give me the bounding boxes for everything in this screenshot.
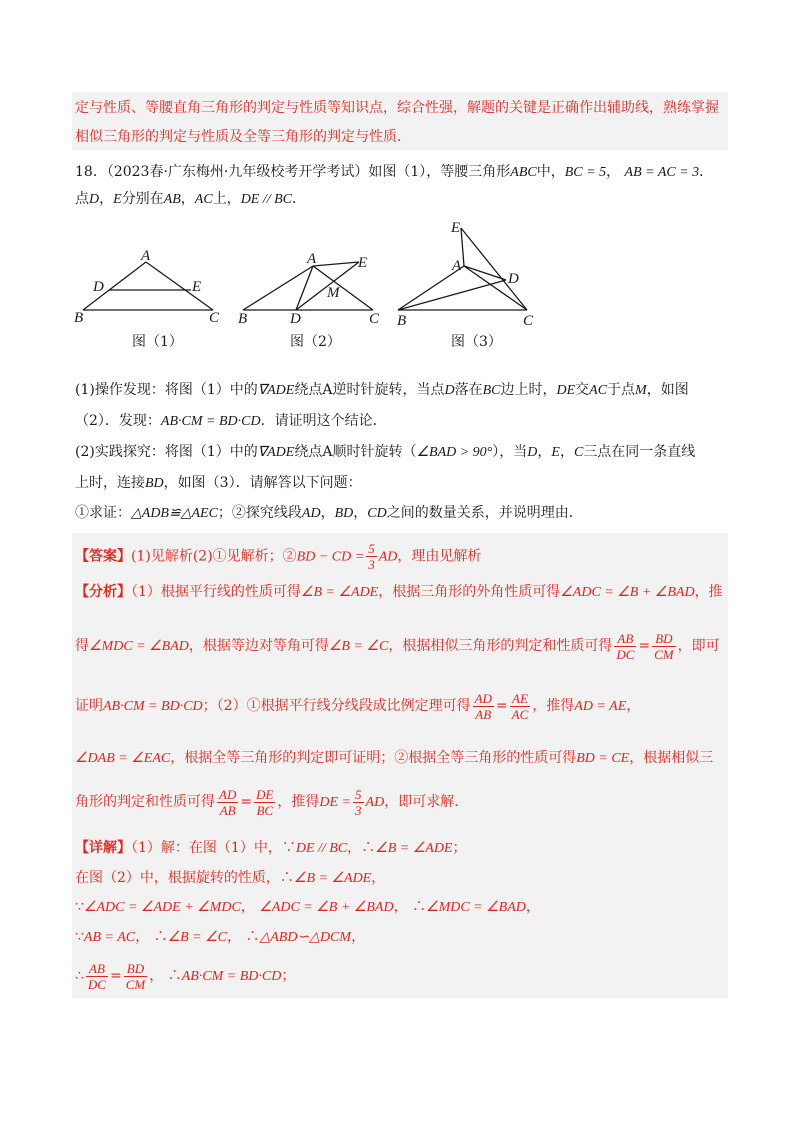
analysis-tag: 【分析】 xyxy=(75,584,131,600)
fig1-label-a: A xyxy=(141,248,151,264)
figure-2 xyxy=(243,262,373,310)
geometry-figures xyxy=(0,210,800,340)
problem-number: 18． xyxy=(75,164,107,180)
problem-source: （2023春·广东梅州·九年级校考开学考试） xyxy=(106,164,369,180)
figure-1-caption: 图（1） xyxy=(132,334,183,350)
fig1-label-b: B xyxy=(74,310,84,326)
question-2-line-1: (2)实践探究：将图（1）中的∇ADE绕点A顺时针旋转（∠BAD > 90°），当D，E，C三点在同一条直线 xyxy=(75,444,696,460)
fig3-label-c: C xyxy=(523,313,534,329)
fig2-label-m: M xyxy=(327,285,340,301)
analysis-line-2: 得∠MDC = ∠BAD，根据等边对等角可得∠B = ∠C，根据相似三角形的判定和性质可得 $\frac{AB}{DC}$ = $\frac{BD}{CM}$ ，即可 xyxy=(75,630,720,662)
answer-line: 【答案】(1)见解析(2)①见解析；②BD − CD = $\frac{5}{3}$ AD，理由见解析 xyxy=(75,541,482,572)
detail-line-1: 【详解】（1）解：在图（1）中，∵DE // BC，∴∠B = ∠ADE； xyxy=(75,840,467,856)
fraction: $\frac{AE}{AC}$ xyxy=(511,690,529,722)
top-band-line-2: 相似三角形的判定与性质及全等三角形的判定与性质． xyxy=(75,129,411,145)
fig3-label-d: D xyxy=(508,271,519,287)
analysis-line-4: ∠DAB = ∠EAC，根据全等三角形的判定即可证明；②根据全等三角形的性质可得BD = CE，根据相似三 xyxy=(75,750,714,766)
fraction: $\frac{5}{3}$ xyxy=(368,541,375,572)
fig2-label-b: B xyxy=(238,311,248,327)
problem-stem-line-2: 点D，E分别在AB，AC上，DE // BC． xyxy=(75,191,307,207)
figure-2-caption: 图（2） xyxy=(290,334,341,350)
fraction: $\frac{DE}{BC}$ xyxy=(256,786,274,818)
question-2-line-2: 上时，连接BD，如图（3）．请解答以下问题： xyxy=(75,475,362,491)
problem-stem-line-1: 18．（2023春·广东梅州·九年级校考开学考试）如图（1），等腰三角形ABC中，BC = 5， AB = AC = 3． xyxy=(75,164,714,180)
analysis-line-1: 【分析】（1）根据平行线的性质可得∠B = ∠ADE，根据三角形的外角性质可得∠ADC = ∠B + ∠BAD，推 xyxy=(75,584,723,600)
answer-tag: 【答案】 xyxy=(75,548,131,565)
fig3-label-a: A xyxy=(452,258,462,274)
question-2-line-3: ①求证：△ADB≌△AEC；②探究线段AD，BD，CD之间的数量关系，并说明理由． xyxy=(75,505,583,521)
figure-3 xyxy=(398,228,527,310)
analysis-line-5: 角形的判定和性质可得 $\frac{AD}{AB}$ = $\frac{DE}{BC}$ ，推得DE = $\frac{5}{3}$ AD，即可求解． xyxy=(75,786,469,818)
fraction: $\frac{5}{3}$ xyxy=(355,786,362,818)
fig3-label-b: B xyxy=(397,313,407,329)
detail-line-4: ∵AB = AC， ∴∠B = ∠C， ∴△ABD∽△DCM， xyxy=(75,929,366,945)
fraction: $\frac{BD}{CM}$ xyxy=(125,960,146,992)
question-1-line-1: (1)操作发现：将图（1）中的∇ADE绕点A逆时针旋转，当点D落在BC边上时，DE交AC于点M，如图 xyxy=(75,382,689,398)
detail-tag: 【详解】 xyxy=(75,840,131,856)
fig2-label-c: C xyxy=(369,311,380,327)
fraction: $\frac{AB}{DC}$ xyxy=(616,630,635,662)
fraction: $\frac{AD}{AB}$ xyxy=(219,786,237,818)
fig1-label-e: E xyxy=(192,279,202,295)
fig2-label-e: E xyxy=(358,255,368,271)
fig2-label-d: D xyxy=(290,311,301,327)
detail-line-2: 在图（2）中，根据旋转的性质，∴∠B = ∠ADE， xyxy=(75,870,386,886)
figure-3-caption: 图（3） xyxy=(451,334,502,350)
detail-line-3: ∵∠ADC = ∠ADE + ∠MDC， ∠ADC = ∠B + ∠BAD， ∴∠MDC = ∠BAD， xyxy=(75,899,540,915)
detail-line-5: ∴ $\frac{AB}{DC}$ = $\frac{BD}{CM}$ ， ∴AB·CM = BD·CD； xyxy=(75,960,296,992)
fig1-label-d: D xyxy=(93,279,104,295)
question-1-line-2: （2）．发现：AB·CM = BD·CD．请证明这个结论． xyxy=(75,413,387,429)
fraction: $\frac{AB}{DC}$ xyxy=(87,960,106,992)
fraction: $\frac{BD}{CM}$ xyxy=(654,630,674,662)
fig1-label-c: C xyxy=(209,310,220,326)
fig3-label-e: E xyxy=(451,220,461,236)
fraction: $\frac{AD}{AB}$ xyxy=(474,690,492,722)
top-band-line-1: 定与性质、等腰直角三角形的判定与性质等知识点，综合性强，解题的关键是正确作出辅助线，熟练掌握 xyxy=(75,100,719,116)
fig2-label-a: A xyxy=(307,251,317,267)
analysis-line-3: 证明AB·CM = BD·CD；（2）①根据平行线分线段成比例定理可得 $\frac{AD}{AB}$ = $\frac{AE}{AC}$ ，推得AD = AE， xyxy=(75,690,641,722)
